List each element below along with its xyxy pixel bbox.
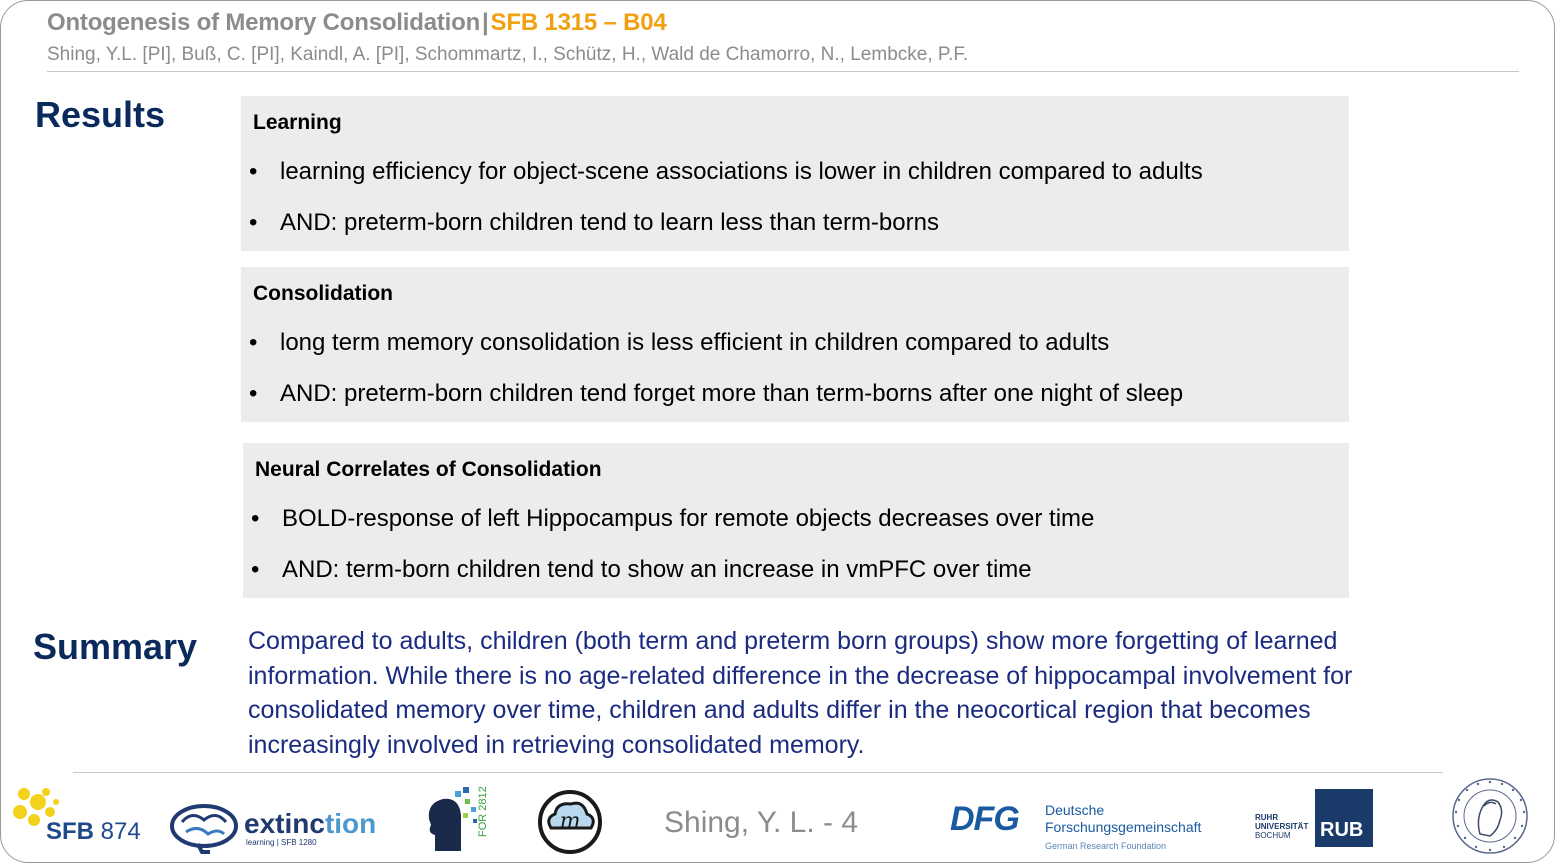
footer-divider xyxy=(73,772,1443,773)
dfg-line2: Forschungsgemeinschaft xyxy=(1045,819,1202,835)
rub-line1: RUHR xyxy=(1255,813,1279,822)
dfg-logo xyxy=(950,800,1210,856)
neural-title: Neural Correlates of Consolidation xyxy=(255,458,602,481)
consolidation-bullet-1: • long term memory consolidation is less efficient in children compared to adults xyxy=(249,329,1110,356)
extinction-word-b: tion xyxy=(324,808,377,839)
rub-line3: BOCHUM xyxy=(1255,831,1291,840)
dfg-line3: German Research Foundation xyxy=(1045,841,1167,851)
dfg-line1: Deutsche xyxy=(1045,802,1105,818)
brain-icon xyxy=(168,800,240,854)
title-separator: | xyxy=(482,9,489,36)
page-number: Shing, Y. L. - 4 xyxy=(664,806,859,839)
neural-bullet-1: • BOLD-response of left Hippocampus for remote objects decreases over time xyxy=(251,505,1095,532)
for2812-text: FOR 2812 xyxy=(477,786,489,837)
extinction-logo xyxy=(168,800,398,860)
hu-seal xyxy=(1450,776,1530,856)
m-cloud-icon xyxy=(537,788,603,856)
learning-bullet-1: • learning efficiency for object-scene associations is lower in children compared to adults xyxy=(249,158,1203,185)
header-divider xyxy=(47,71,1519,72)
rub-logo xyxy=(1255,789,1375,847)
extinction-word-a: extinc xyxy=(244,808,325,839)
rub-line2: UNIVERSITÄT xyxy=(1255,822,1309,831)
extinction-sub: learning | SFB 1280 xyxy=(246,838,317,847)
sfb874-number: 874 xyxy=(100,818,141,845)
rub-mark: RUB xyxy=(1320,819,1364,841)
sfb874-prefix: SFB xyxy=(46,818,94,845)
consolidation-bullet-2: • AND: preterm-born children tend forget more than term-borns after one night of sleep xyxy=(249,380,1184,407)
consolidation-title: Consolidation xyxy=(253,282,393,305)
learning-title: Learning xyxy=(253,111,342,134)
neural-bullet-2: • AND: term-born children tend to show an increase in vmPFC over time xyxy=(251,556,1032,583)
dfg-mark: DFG xyxy=(950,800,1019,838)
m-logo xyxy=(537,788,603,856)
neural-box xyxy=(243,443,1349,598)
title-text: Ontogenesis of Memory Consolidation xyxy=(47,9,481,36)
for2812-logo xyxy=(425,785,495,857)
authors-line: Shing, Y.L. [PI], Buß, C. [PI], Kaindl, A. [PI], Schommartz, I., Schütz, H., Wald de Chamorro, N., Lembcke, P.F. xyxy=(47,44,969,65)
head-icon xyxy=(425,785,481,857)
learning-bullet-2: • AND: preterm-born children tend to learn less than term-borns xyxy=(249,209,939,236)
summary-text: Compared to adults, children (both term and preterm born groups) show more forgetting of learned information. While there is no age-related difference in the decrease of hippocampal involvement for consolidated memory over time, children and adults differ in the neocortical region that becomes increasingly involved in retrieving consolidated memory. xyxy=(248,627,1353,759)
slide-title xyxy=(47,9,667,37)
project-code: SFB 1315 – B04 xyxy=(490,9,667,36)
sfb874-logo xyxy=(10,782,150,852)
learning-box xyxy=(241,96,1349,251)
rub-block xyxy=(1315,789,1373,847)
summary-heading: Summary xyxy=(33,626,198,667)
results-heading: Results xyxy=(35,94,166,135)
seal-icon xyxy=(1450,776,1530,856)
svg-text:m: m xyxy=(559,809,581,834)
consolidation-box xyxy=(241,267,1349,422)
